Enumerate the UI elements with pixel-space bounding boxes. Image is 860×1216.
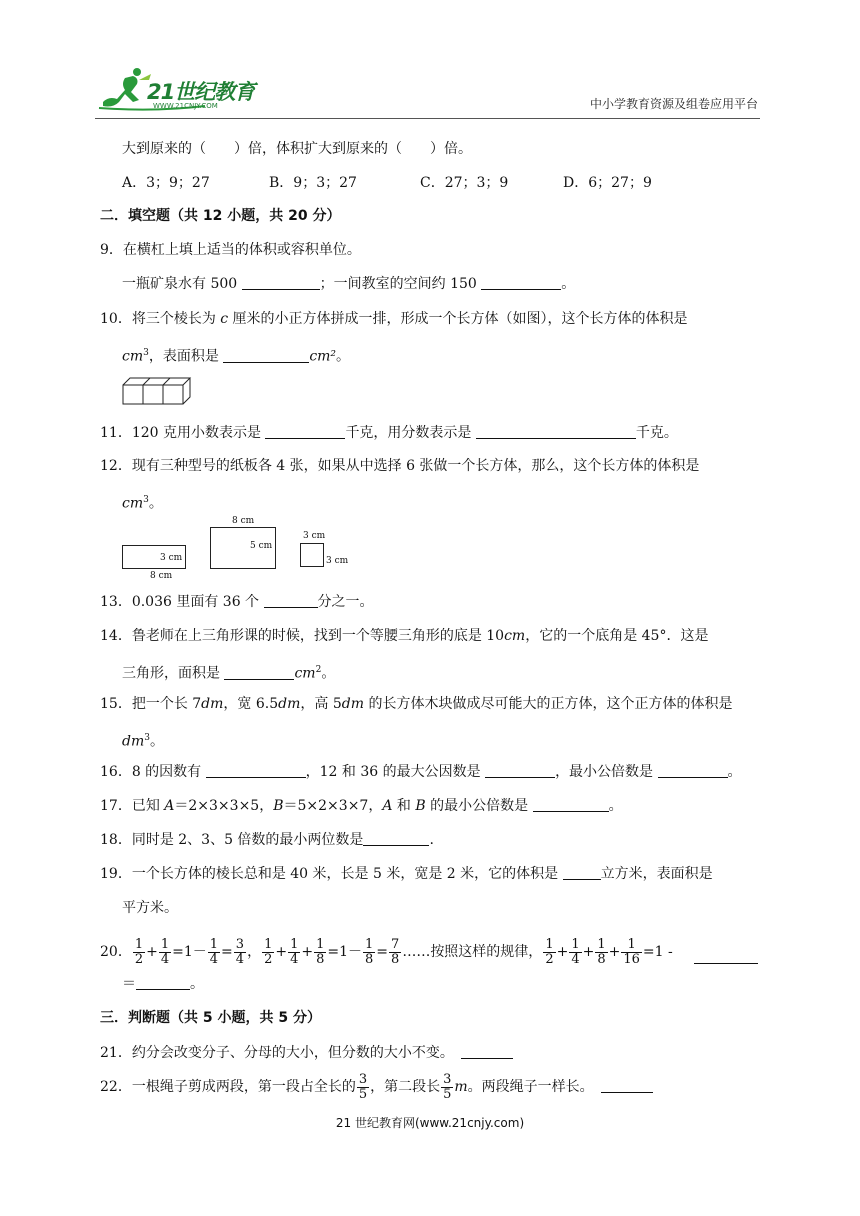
q11-text-b: 千克，用分数表示是 [345, 425, 476, 441]
q20-eq: ＝ [122, 976, 136, 992]
section-fill-blank-title: 二．填空题（共 12 小题，共 20 分） [100, 208, 341, 224]
q14-sup: 2 [315, 665, 322, 675]
den: 4 [290, 951, 299, 967]
q9-prompt: 9．在横杠上填上适当的体积或容积单位。 [100, 242, 361, 258]
fig-label-r3-w: 3 cm [303, 531, 326, 541]
den: 8 [597, 951, 606, 967]
q15-line-1 [100, 694, 732, 714]
q10-cubes-figure [122, 377, 192, 409]
q20-line-2 [122, 974, 204, 994]
q17-var-b-2: B [415, 798, 426, 814]
q8-options [122, 173, 652, 193]
num: 3 [358, 1071, 368, 1087]
q16-text-a: 16．8 的因数有 [100, 764, 206, 780]
q15-dm-4: dm [122, 733, 145, 750]
q15-end: 。 [149, 733, 164, 750]
q18-text-b: . [429, 832, 434, 848]
num: 7 [391, 936, 400, 952]
q19-line-2: 平方米。 [122, 900, 178, 916]
page-header [95, 66, 760, 119]
q8-option-d: D．6；27；9 [563, 175, 652, 191]
section-judge-title: 三．判断题（共 5 小题，共 5 分） [100, 1010, 321, 1026]
q20-line-1 [100, 933, 673, 971]
q12-end: 。 [148, 495, 163, 512]
q18-text-a: 18．同时是 2、3、5 倍数的最小两位数是 [100, 832, 364, 848]
num: 3 [235, 936, 245, 952]
fig-label-r1-w: 8 cm [150, 571, 173, 581]
den: 4 [160, 951, 170, 967]
q17-text-c: ＝5×2×3×7， [283, 798, 383, 814]
q17-text-d: 和 [392, 798, 416, 814]
num: 1 [264, 936, 273, 952]
frac-1-8 [314, 938, 326, 967]
q10-blank[interactable] [223, 348, 309, 363]
frac-1-4d [569, 938, 581, 967]
three-cubes-icon [122, 377, 192, 405]
q15-sup: 3 [144, 733, 150, 743]
q15-dm-1: dm [201, 696, 224, 712]
q18-blank[interactable] [363, 831, 429, 846]
q22-text-b: ，第二段长 [370, 1079, 441, 1095]
q12-cardboard-figure [120, 515, 360, 583]
num: 3 [443, 1071, 452, 1087]
q13-text-a: 13．0.036 里面有 36 个 [100, 594, 264, 610]
q22-text-a: 22．一根绳子剪成两段，第一段占全长的 [100, 1079, 356, 1095]
logo-text: 21世纪教育 [147, 80, 255, 104]
q14-text-b: ，它的一个底角是 45°．这是 [525, 628, 709, 644]
plus: + [582, 944, 595, 960]
frac-1-8b [363, 938, 375, 967]
q22-line [100, 1068, 653, 1106]
q19-blank[interactable] [563, 865, 601, 880]
q11-line [100, 423, 678, 443]
q16-text-b: ，12 和 36 的最大公因数是 [305, 764, 486, 780]
q9-text-c: 。 [561, 276, 576, 292]
q15-dm-3: dm [341, 696, 364, 712]
q21-text: 21．约分会改变分子、分母的大小，但分数的大小不变。 [100, 1045, 447, 1061]
q14-line-2 [122, 660, 335, 684]
q16-text-d: 。 [727, 764, 742, 780]
q15-text-d: 的长方体木块做成尽可能大的正方体，这个正方体的体积是 [364, 696, 733, 712]
q9-line [122, 274, 575, 294]
q12-line-2 [122, 490, 163, 514]
frac-1-2b [262, 938, 274, 967]
eq: = [376, 944, 389, 960]
q10-line-2 [122, 343, 350, 367]
den: 8 [316, 951, 325, 967]
q17-var-a-2: A [382, 798, 393, 814]
q8-option-a: A．3；9；27 [122, 175, 210, 191]
den: 8 [391, 951, 400, 967]
fig-label-r2-w: 8 cm [232, 516, 255, 526]
q10-unit-cm: cm [122, 348, 144, 365]
q12-unit: cm [122, 495, 144, 512]
q8-option-b: B．9；3；27 [269, 175, 357, 191]
frac-1-2c [543, 938, 555, 967]
q20-end: 。 [190, 976, 204, 992]
page-footer: 21 世纪教育网(www.21cnjy.com) [335, 1116, 525, 1130]
q10-text-b: 厘米的小正方体拼成一排，形成一个长方体（如图），这个长方体的体积是 [228, 311, 688, 327]
q10-end: 。 [336, 348, 351, 365]
eq: = [221, 944, 233, 960]
q16-blank-3[interactable] [658, 763, 728, 778]
fig-label-r3-h: 3 cm [326, 556, 349, 566]
q10-line-1 [100, 309, 688, 329]
fig-label-r1-h: 3 cm [160, 553, 183, 563]
q17-var-a: A [164, 798, 175, 814]
q14-line-1 [100, 626, 708, 646]
header-platform-text: 中小学教育资源及组卷应用平台 [589, 97, 758, 111]
frac-1-8c [595, 938, 607, 967]
num: 1 [316, 936, 325, 952]
q10-text-a: 10．将三个棱长为 [100, 311, 221, 327]
q9-text-b: ；一间教室的空间约 150 [319, 276, 482, 292]
plus: + [275, 944, 288, 960]
q8-line: 大到原来的（ ）倍，体积扩大到原来的（ ）倍。 [122, 141, 472, 157]
q21-blank[interactable] [461, 1044, 513, 1059]
eq-one-minus: =1－ [327, 944, 363, 960]
q19-line-1 [100, 864, 713, 884]
q15-line-2 [122, 728, 164, 752]
frac-7-8 [389, 938, 401, 967]
q14-unit-cm-2: cm [294, 665, 316, 682]
num: 1 [621, 938, 642, 953]
den: 5 [358, 1086, 368, 1102]
q15-text-a: 15．把一个长 7 [100, 696, 202, 712]
eq-one-minus: =1－ [172, 944, 207, 960]
q14-text-a: 14．鲁老师在上三角形课的时候，找到一个等腰三角形的底是 10 [100, 628, 505, 644]
den: 2 [134, 951, 144, 967]
q11-text-c: 千克。 [635, 425, 678, 441]
q21-line [100, 1043, 513, 1063]
q15-text-c: ，高 5 [300, 696, 342, 712]
q22-blank[interactable] [601, 1078, 653, 1093]
q13-blank[interactable] [264, 593, 318, 608]
num: 1 [290, 936, 299, 952]
q15-dm-2: dm [278, 696, 301, 712]
q14-text-c: 三角形，面积是 [122, 665, 225, 682]
brand-logo [95, 66, 275, 116]
q10-var-c: c [220, 311, 229, 327]
q14-blank[interactable] [224, 665, 294, 680]
q10-sup: 3 [143, 348, 149, 358]
frac-3-5 [357, 1073, 369, 1102]
den: 8 [365, 951, 374, 967]
comma: ， [247, 944, 262, 960]
den: 2 [264, 951, 273, 967]
num: 1 [134, 936, 144, 952]
q17-blank[interactable] [533, 797, 609, 812]
q19-text-a: 19．一个长方体的棱长总和是 40 米，长是 5 米，宽是 2 米，它的体积是 [100, 866, 563, 882]
q15-text-b: ，宽 6.5 [223, 696, 279, 712]
plus: + [146, 944, 158, 960]
q22-text-c: 。两段绳子一样长。 [467, 1079, 587, 1095]
frac-3-5b [441, 1073, 453, 1102]
q17-text-e: 的最小公倍数是 [425, 798, 533, 814]
frac-1-4c [288, 938, 300, 967]
num: 1 [160, 936, 170, 952]
q13-line [100, 592, 374, 612]
q17-text-a: 17．已知 [100, 798, 165, 814]
q20-text: ……按照这样的规律， [402, 944, 543, 960]
q9-blank-2[interactable] [481, 275, 561, 290]
q22-unit-m: m [454, 1079, 468, 1095]
q14-unit-cm: cm [504, 628, 526, 644]
q16-blank-1[interactable] [206, 763, 306, 778]
q11-blank-2[interactable] [476, 424, 636, 439]
q16-line [100, 762, 742, 782]
logo-url: WWW.21CNJY.COM [153, 102, 218, 110]
den: 5 [443, 1086, 452, 1102]
q18-line [100, 830, 434, 850]
frac-1-2 [133, 938, 145, 967]
fig-label-r2-h: 5 cm [250, 541, 273, 551]
q20-blank-1[interactable] [694, 949, 758, 964]
q11-text-a: 11．120 克用小数表示是 [100, 425, 266, 441]
q9-text-a: 一瓶矿泉水有 500 [122, 276, 242, 292]
frac-1-4 [159, 938, 171, 967]
num: 1 [209, 936, 219, 952]
q10-text-c: ，表面积是 [148, 348, 224, 365]
num: 1 [545, 936, 554, 952]
q17-line [100, 796, 623, 816]
den: 4 [235, 951, 245, 967]
den: 4 [571, 951, 580, 967]
q10-unit-cm2: cm² [309, 348, 337, 365]
q17-var-b: B [273, 798, 284, 814]
q13-text-b: 分之一。 [317, 594, 374, 610]
den: 16 [623, 951, 640, 967]
q8-option-c: C．27；3；9 [420, 175, 509, 191]
eq-one-minus-2: =1 - [642, 944, 673, 960]
q14-end: 。 [321, 665, 336, 682]
num: 1 [365, 936, 374, 952]
q20-number: 20． [100, 944, 132, 960]
q11-blank-1[interactable] [265, 424, 345, 439]
frac-3-4 [234, 938, 246, 967]
plus: + [556, 944, 569, 960]
q9-blank-1[interactable] [242, 275, 320, 290]
q12-sup: 3 [143, 495, 149, 505]
q17-text-b: ＝2×3×3×5， [174, 798, 274, 814]
q12-line-1: 12．现有三种型号的纸板各 4 张，如果从中选择 6 张做一个长方体，那么，这个长方体的体积是 [100, 458, 700, 474]
den: 4 [209, 951, 219, 967]
q17-text-f: 。 [608, 798, 623, 814]
q16-blank-2[interactable] [485, 763, 555, 778]
q19-text-b: 立方米，表面积是 [600, 866, 713, 882]
frac-1-4b [208, 938, 220, 967]
plus: + [301, 944, 314, 960]
q20-blank-2[interactable] [136, 975, 190, 990]
den: 2 [545, 951, 554, 967]
q16-text-c: ，最小公倍数是 [555, 764, 658, 780]
num: 1 [571, 936, 580, 952]
frac-1-16 [621, 938, 642, 967]
plus: + [608, 944, 621, 960]
cardboard-3x3 [300, 543, 324, 567]
num: 1 [597, 936, 606, 952]
